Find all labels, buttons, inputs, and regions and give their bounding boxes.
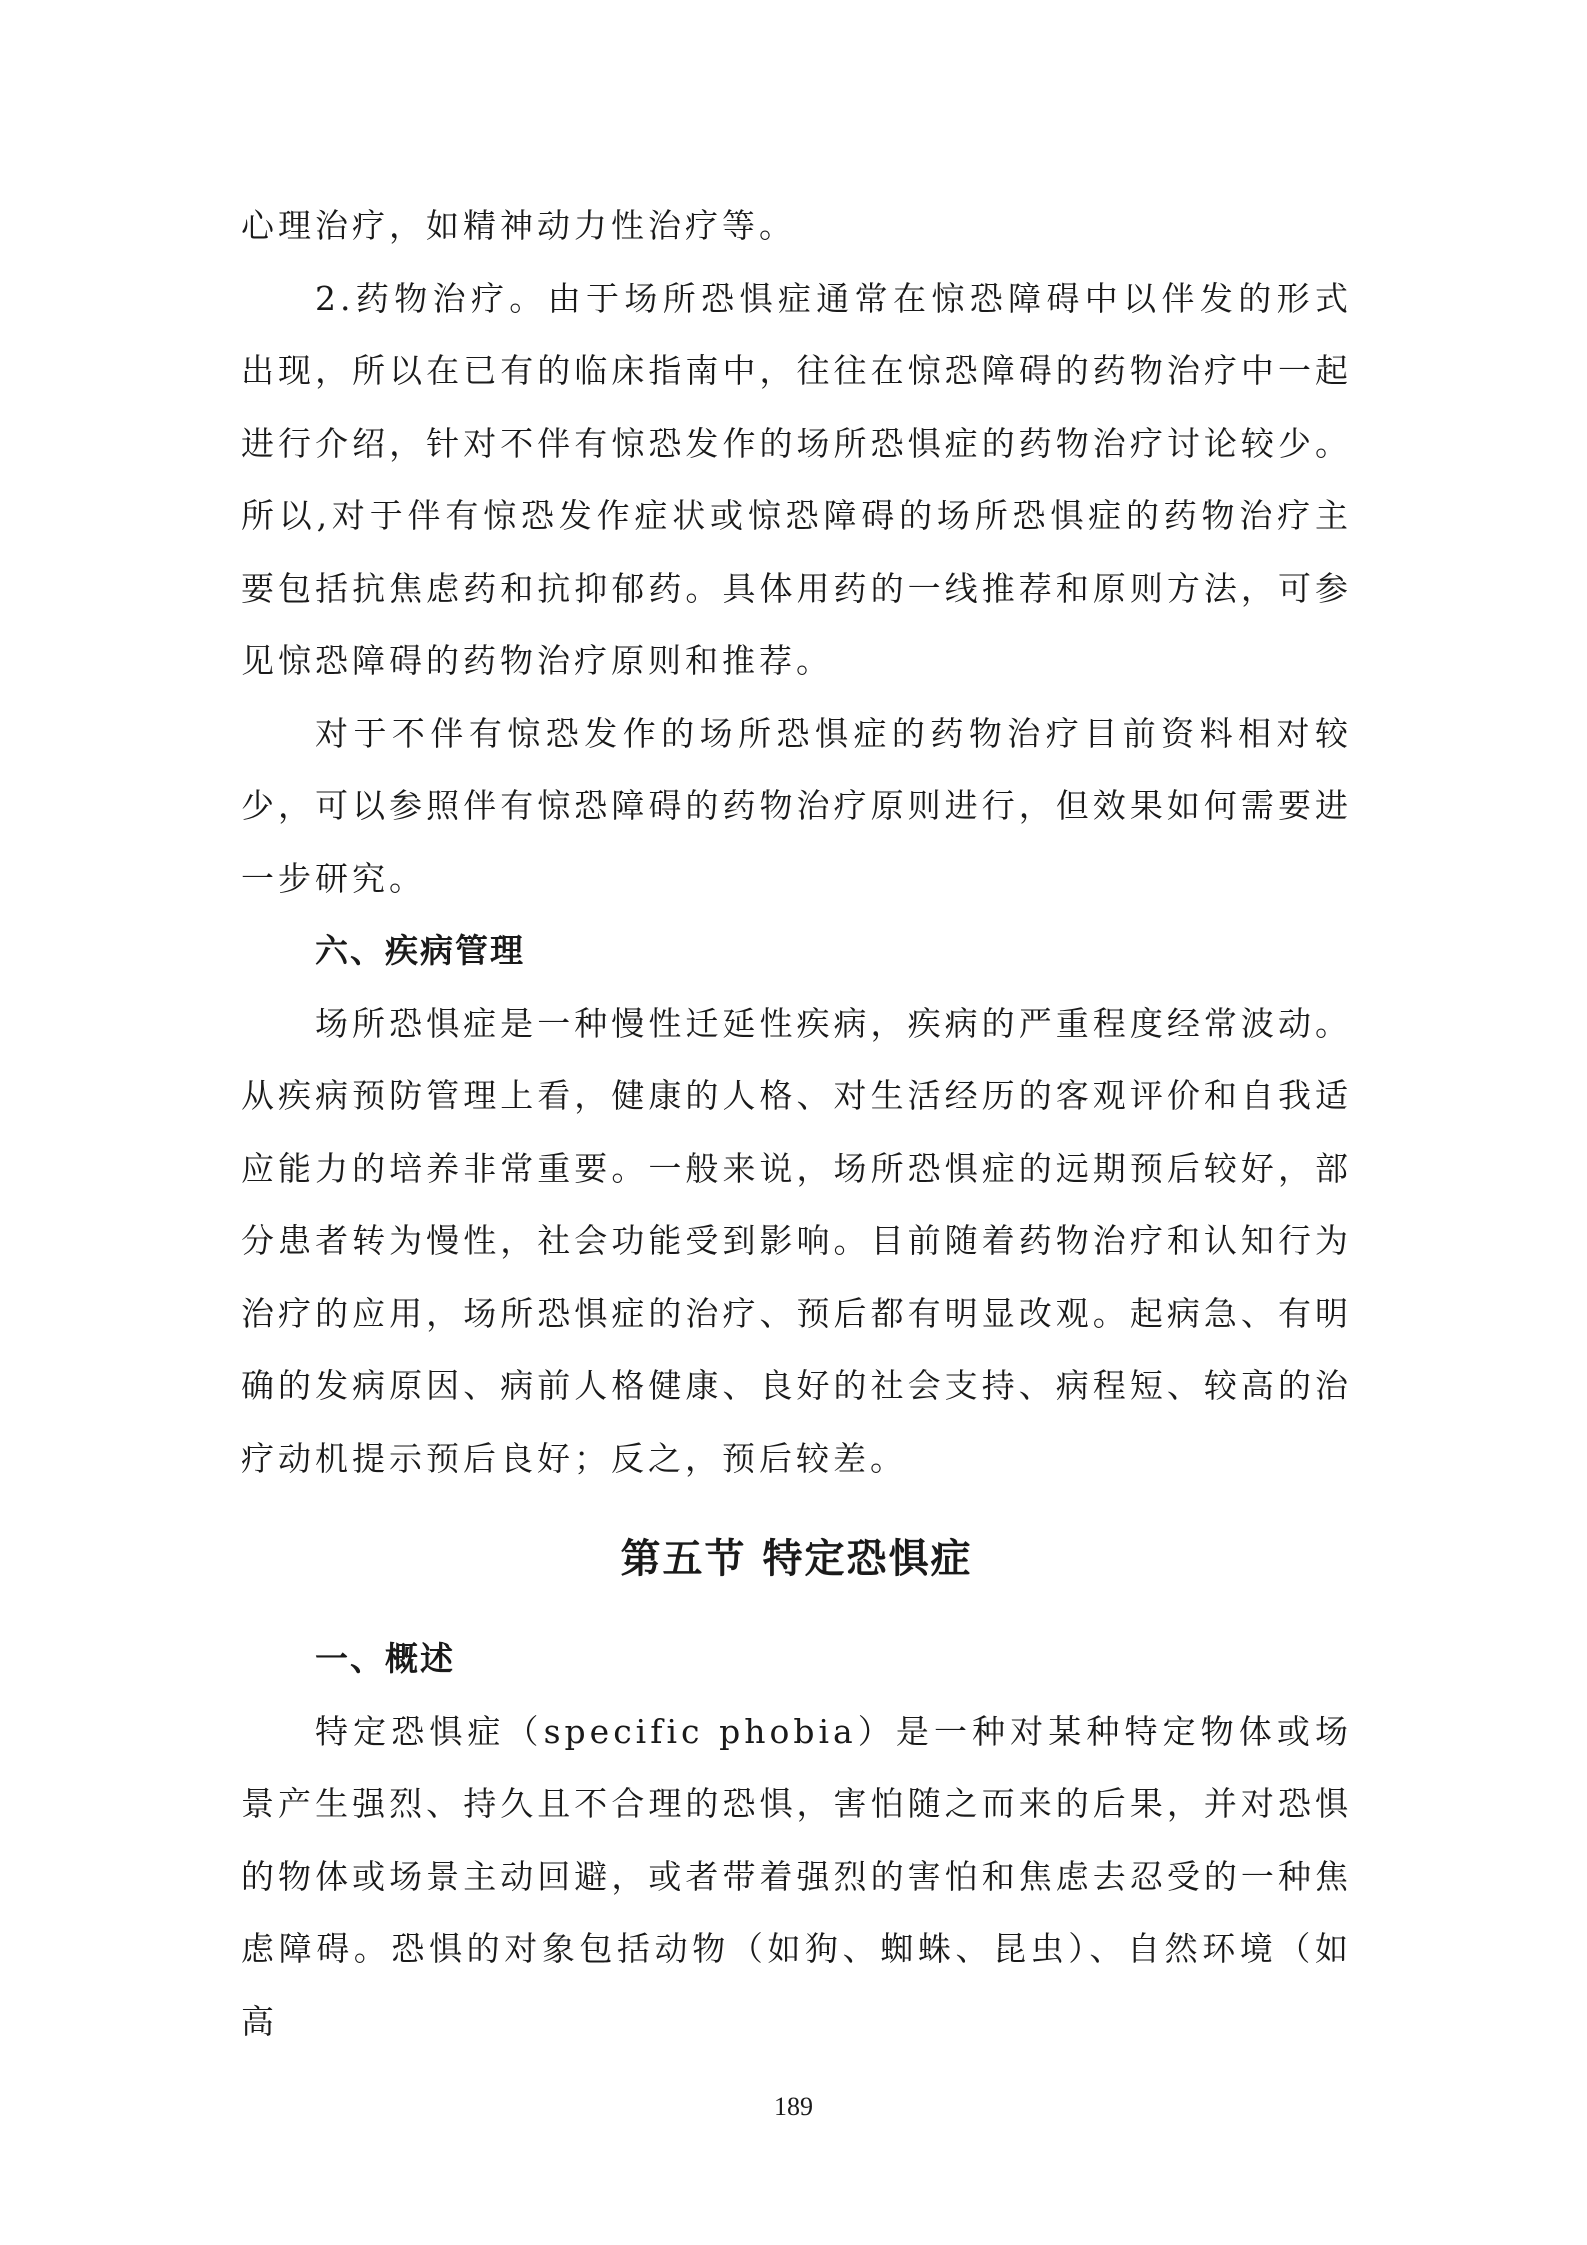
paragraph-psychotherapy-end: 心理治疗，如精神动力性治疗等。: [241, 206, 796, 245]
paragraph-disease-management: 场所恐惧症是一种慢性迁延性疾病，疾病的严重程度经常波动。从疾病预防管理上看，健康的人格、对生活经历的客观评价和自我适应能力的培养非常重要。一般来说，场所恐惧症的远期预后较好，部分患者转为慢性，社会功能受到影响。目前随着药物治疗和认知行为治疗的应用，场所恐惧症的治疗、预后都有明显改观。起病急、有明确的发病原因、病前人格健康、良好的社会支持、病程短、较高的治疗动机提示预后良好；反之，预后较差。: [241, 1003, 1352, 1478]
paragraph-overview: 特定恐惧症（specific phobia）是一种对某种特定物体或场景产生强烈、持久且不合理的恐惧，害怕随之而来的后果，并对恐惧的物体或场景主动回避，或者带着强烈的害怕和焦虑去忍受的一种焦虑障碍。恐惧的对象包括动物（如狗、蜘蛛、昆虫）、自然环境（如高: [241, 1711, 1352, 2041]
paragraph-drug-therapy: 2.药物治疗。由于场所恐惧症通常在惊恐障碍中以伴发的形式出现，所以在已有的临床指南中，往往在惊恐障碍的药物治疗中一起进行介绍，针对不伴有惊恐发作的场所恐惧症的药物治疗讨论较少。所以,对于伴有惊恐发作症状或惊恐障碍的场所恐惧症的药物治疗主要包括抗焦虑药和抗抑郁药。具体用药的一线推荐和原则方法，可参见惊恐障碍的药物治疗原则和推荐。: [241, 278, 1352, 680]
page-number: 189: [774, 2092, 813, 2121]
section-title: 第五节 特定恐惧症: [620, 1536, 973, 1582]
heading-disease-management: 六、疾病管理: [315, 931, 525, 970]
paragraph-drug-therapy-no-panic: 对于不伴有惊恐发作的场所恐惧症的药物治疗目前资料相对较少，可以参照伴有惊恐障碍的药物治疗原则进行，但效果如何需要进一步研究。: [241, 713, 1352, 898]
document-page: [241, 190, 1352, 2058]
heading-overview: 一、概述: [315, 1639, 455, 1678]
